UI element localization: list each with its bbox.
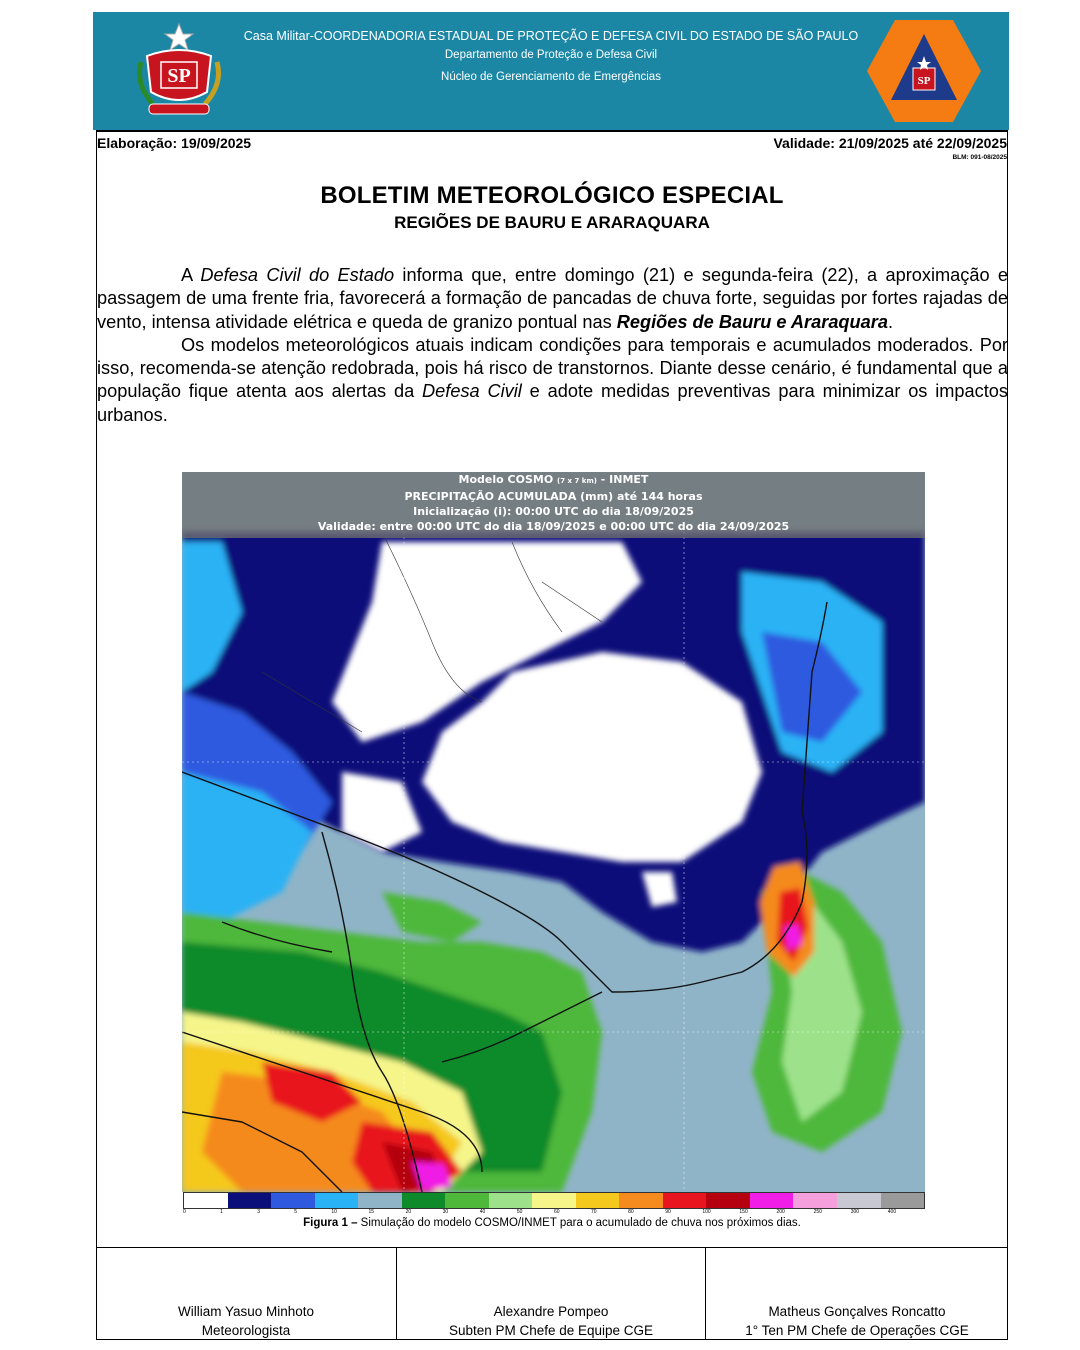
color-scale-tick: 50 (516, 1209, 523, 1215)
p2-text-a: Os modelos meteorológicos atuais indicam condições para temporais e acumulados moderados. Por isso, recomenda-se atenção redobrada, pois há risco de transtornos. Diante desse cenário, é fundamental que a população fique atenta aos alertas da (97, 334, 1008, 402)
signature-cell (706, 1248, 1008, 1340)
map-model-line (182, 472, 925, 489)
color-scale-swatch (793, 1193, 837, 1208)
signer-role: Subten PM Chefe de Equipe CGE (448, 1323, 654, 1338)
color-scale-tick: 15 (368, 1209, 375, 1215)
color-scale-tick: 70 (591, 1209, 597, 1215)
elaboration-date: Elaboração: 19/09/2025 (97, 135, 252, 151)
map-init-line: Inicialização (i): 00:00 UTC do dia 18/09/2025 (413, 505, 694, 518)
signature-cell (96, 1248, 396, 1340)
logo-right-text: SP (917, 75, 931, 87)
color-scale-swatch (881, 1193, 925, 1208)
signer-role: 1° Ten PM Chefe de Operações CGE (745, 1323, 969, 1338)
color-scale-swatch (445, 1193, 489, 1208)
color-scale-bar (183, 1192, 925, 1209)
color-scale-swatch (315, 1193, 359, 1208)
color-scale-tick: 60 (553, 1209, 560, 1215)
bulletin-subtitle: REGIÕES DE BAURU E ARARAQUARA (394, 213, 710, 232)
signer-role: Meteorologista (201, 1323, 291, 1338)
color-scale-tick: 200 (776, 1209, 785, 1215)
color-scale-tick: 0 (183, 1209, 186, 1215)
precipitation-map (182, 472, 925, 1192)
color-scale-tick: 30 (442, 1209, 449, 1215)
map-header (182, 472, 925, 538)
signer-name: Alexandre Pompeo (493, 1304, 609, 1319)
color-scale-tick: 90 (665, 1209, 671, 1215)
p1-regions: Regiões de Bauru e Araraquara (616, 311, 888, 332)
precipitation-map-graphic (182, 472, 925, 1192)
color-scale-tick: 150 (739, 1209, 748, 1215)
color-scale-swatch (532, 1193, 576, 1208)
logo-left-text: SP (167, 65, 191, 87)
color-scale-swatch (837, 1193, 881, 1208)
bulletin-body (97, 264, 1008, 427)
p1-text-e: . (887, 311, 894, 332)
p1-text-c: informa que, entre domingo (21) e segunda-feira (22), a aproximação e passagem de uma frente fria, favorecerá a formação de pancadas de chuva forte, seguidas por fortes rajadas de vento, intensa atividade elétrica e queda de granizo pontual nas (97, 265, 1008, 332)
map-validity-line: Validade: entre 00:00 UTC do dia 18/09/2025 e 00:00 UTC do dia 24/09/2025 (317, 520, 790, 533)
color-scale-tick: 1 (220, 1209, 223, 1215)
color-scale-tick: 250 (813, 1209, 822, 1215)
color-scale-tick: 300 (850, 1209, 860, 1215)
signer-name: Matheus Gonçalves Roncatto (768, 1304, 946, 1319)
color-scale-tick: 3 (257, 1209, 260, 1215)
org-line-3: Núcleo de Gerenciamento de Emergências (441, 71, 661, 83)
precipitation-color-scale (183, 1192, 925, 1216)
color-scale-swatch (402, 1193, 446, 1208)
color-scale-tick: 400 (887, 1209, 897, 1215)
color-scale-swatch (184, 1193, 228, 1208)
bulletin-title: BOLETIM METEOROLÓGICO ESPECIAL (320, 182, 784, 209)
color-scale-swatch (271, 1193, 315, 1208)
paragraph-2 (97, 334, 1008, 427)
caption-label: Figura 1 – (303, 1217, 358, 1229)
color-scale-ticks (183, 1209, 925, 1216)
map-precip-line: PRECIPITAÇÃO ACUMULADA (mm) até 144 horas (404, 490, 703, 503)
p1-defesa-civil-estado: Defesa Civil do Estado (200, 265, 395, 285)
caption-text: Simulação do modelo COSMO/INMET para o acumulado de chuva nos próximos dias. (357, 1217, 801, 1229)
paragraph-1 (97, 264, 1008, 334)
color-scale-tick: 80 (628, 1209, 634, 1215)
header-banner (93, 12, 1009, 130)
color-scale-tick: 100 (702, 1209, 711, 1215)
color-scale-swatch (663, 1193, 707, 1208)
map-model-source: - INMET (600, 473, 649, 486)
color-scale-swatch (358, 1193, 402, 1208)
figure-caption (96, 1217, 1008, 1229)
validity-date: Validade: 21/09/2025 até 22/09/2025 (773, 135, 1007, 151)
defesa-civil-logo (865, 18, 983, 124)
signature-table (96, 1247, 1008, 1340)
color-scale-tick: 10 (331, 1209, 337, 1215)
map-model-name: Modelo COSMO (458, 473, 554, 486)
color-scale-tick: 40 (479, 1209, 486, 1215)
color-scale-swatch (750, 1193, 794, 1208)
p1-text-a: A (181, 265, 201, 285)
color-scale-swatch (228, 1193, 272, 1208)
color-scale-swatch (489, 1193, 533, 1208)
color-scale-swatch (619, 1193, 663, 1208)
organization-heading (211, 28, 891, 86)
p2-defesa-civil: Defesa Civil (422, 381, 522, 402)
color-scale-tick: 20 (405, 1209, 412, 1215)
bulletin-code: BLM: 091-08/2025 (952, 154, 1007, 161)
signature-cell (396, 1248, 706, 1340)
color-scale-swatch (576, 1193, 620, 1208)
org-line-1: Casa Militar-COORDENADORIA ESTADUAL DE PROTEÇÃO E DEFESA CIVIL DO ESTADO DE SÃO PAULO (243, 29, 859, 43)
color-scale-swatch (706, 1193, 750, 1208)
p2-text-c: e adote medidas preventivas para minimizar os impactos urbanos. (97, 381, 1009, 425)
org-line-2: Departamento de Proteção e Defesa Civil (444, 49, 658, 61)
color-scale-tick: 5 (294, 1209, 298, 1215)
signer-name: William Yasuo Minhoto (177, 1304, 315, 1319)
map-model-resolution: (7 x 7 km) (557, 477, 597, 485)
